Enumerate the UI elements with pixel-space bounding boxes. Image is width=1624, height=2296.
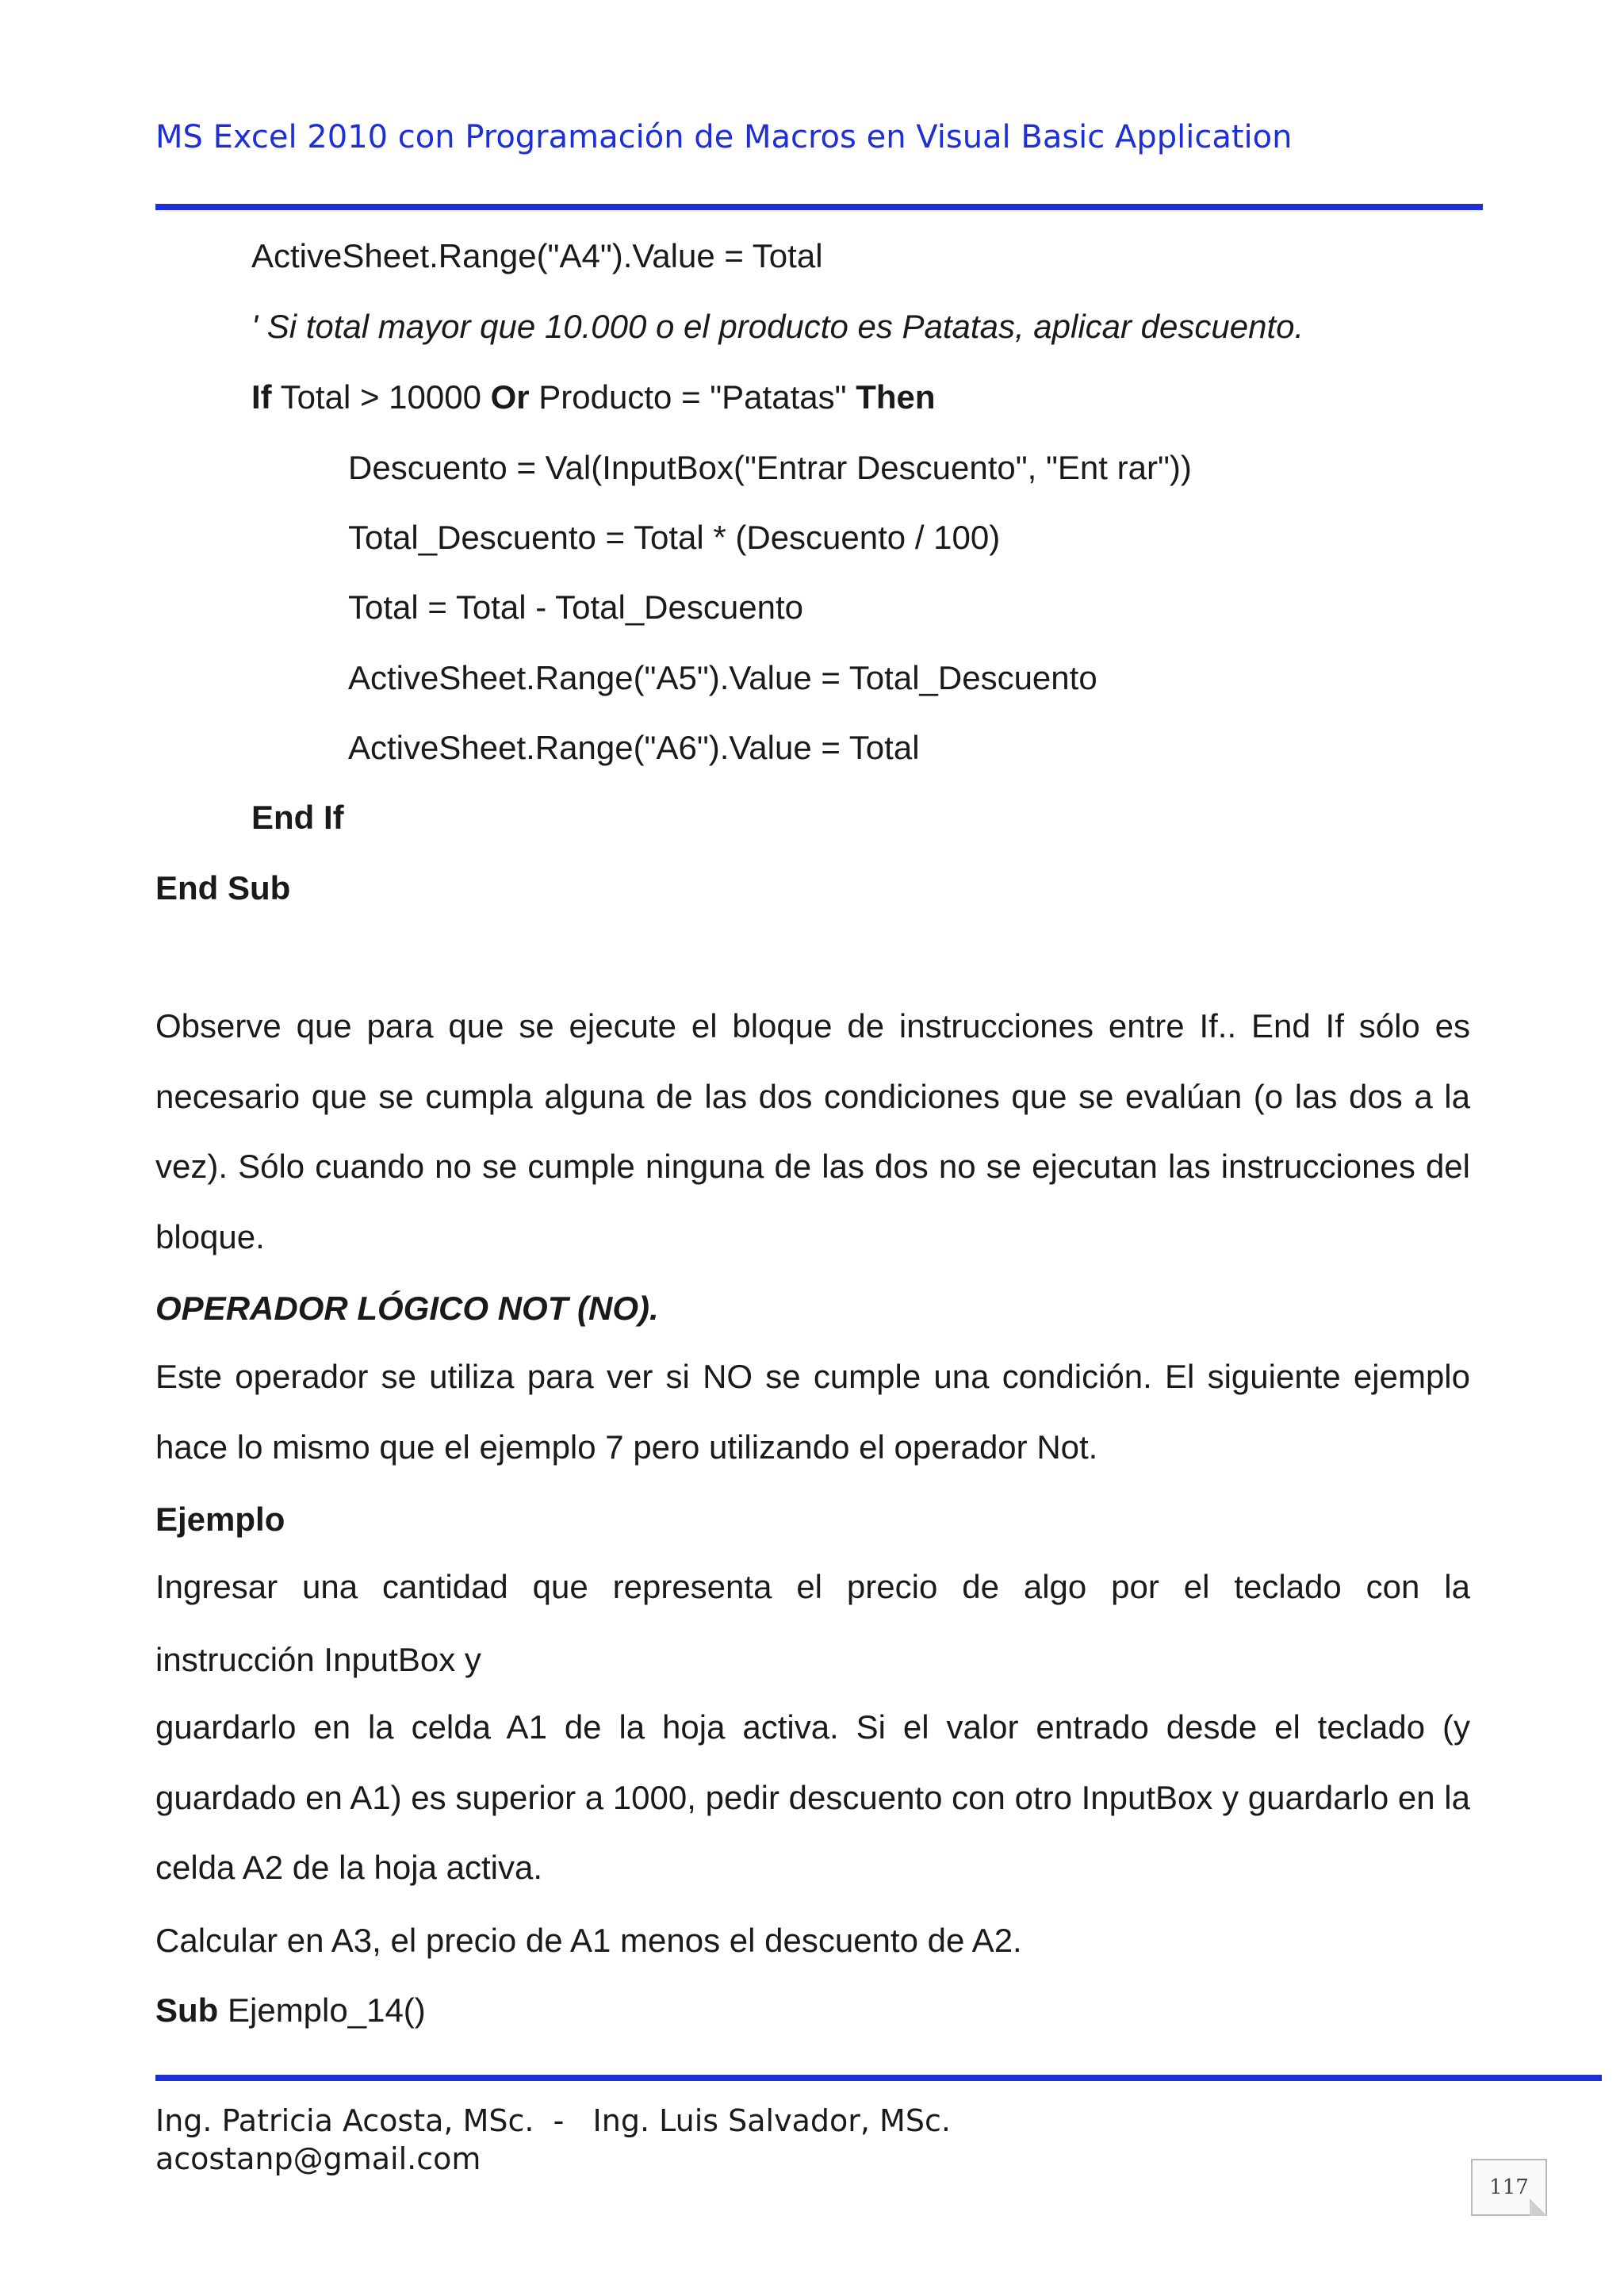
paragraph-instruccion: instrucción InputBox y [155, 1641, 481, 1678]
code-text: Producto = "Patatas" [529, 378, 856, 416]
keyword-if: If [251, 378, 272, 416]
section-heading: OPERADOR LÓGICO NOT (NO). [155, 1290, 659, 1327]
code-text: Ejemplo_14() [218, 1991, 426, 2029]
code-line: ActiveSheet.Range("A4").Value = Total [251, 237, 823, 274]
paragraph-calcular: Calcular en A3, el precio de A1 menos el descuento de A2. [155, 1922, 1022, 1959]
code-line-sub [155, 1991, 426, 2030]
code-line: Total = Total - Total_Descuento [348, 588, 803, 626]
code-line-end-if: End If [251, 799, 344, 836]
paragraph-not-operator: Este operador se utiliza para ver si NO se cumple una condición. El siguiente ejemplo hace lo mismo que el ejemplo 7 pero utilizando el operador Not. [155, 1358, 1470, 1466]
footer-rule [155, 2075, 1602, 2081]
code-line: Total_Descuento = Total * (Descuento / 100) [348, 519, 1001, 556]
footer-email: acostanp@gmail.com [155, 2141, 481, 2176]
page-header-title: MS Excel 2010 con Programación de Macros en Visual Basic Application [155, 119, 1293, 155]
keyword-then: Then [856, 378, 936, 416]
paragraph-observe: Observe que para que se ejecute el bloque de instrucciones entre If.. End If sólo es necesario que se cumpla alguna de las dos condiciones que se evalúan (o las dos a la vez). Sólo cuando no se cumple ninguna de las dos no se ejecutan las instrucciones del bloque. [155, 1007, 1470, 1255]
code-text: Total > 10000 [271, 378, 491, 416]
code-line: ActiveSheet.Range("A5").Value = Total_Descuento [348, 659, 1097, 696]
code-line: Descuento = Val(InputBox("Entrar Descuento", "Ent rar")) [348, 449, 1192, 486]
code-comment: ' Si total mayor que 10.000 o el producto es Patatas, aplicar descuento. [251, 308, 1304, 345]
keyword-sub: Sub [155, 1991, 219, 2029]
code-line-end-sub: End Sub [155, 869, 291, 907]
example-label: Ejemplo [155, 1501, 285, 1538]
footer [155, 2102, 951, 2178]
header-rule [155, 204, 1483, 210]
code-line-if [251, 378, 936, 417]
keyword-or: Or [490, 378, 530, 416]
page-number-box [1471, 2159, 1547, 2216]
paragraph-guardarlo: guardarlo en la celda A1 de la hoja activa. Si el valor entrado desde el teclado (y guardado en A1) es superior a 1000, pedir descuento con otro InputBox y guardarlo en la celda A2 de la hoja activa. [155, 1708, 1470, 1886]
footer-authors: Ing. Patricia Acosta, MSc. - Ing. Luis Salvador, MSc. [155, 2103, 951, 2138]
page-number: 117 [1489, 2175, 1529, 2199]
paragraph-ingresar: Ingresar una cantidad que representa el precio de algo por el teclado con la [155, 1568, 1470, 1605]
code-line: ActiveSheet.Range("A6").Value = Total [348, 729, 920, 766]
page-fold-icon [1530, 2198, 1547, 2216]
